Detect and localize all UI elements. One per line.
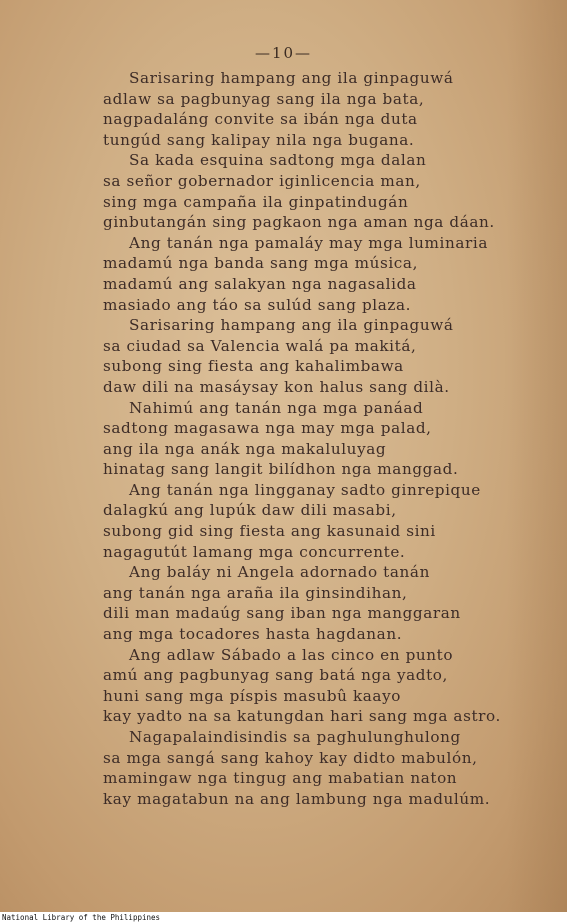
library-credit: National Library of the Philippines [0,912,567,923]
text-line: sa señor gobernador iginlicencia man, [103,171,421,190]
text-line: masiado ang táo sa sulúd sang plaza. [103,295,412,314]
text-line: amú ang pagbunyag sang batá nga yadto, [103,666,448,685]
poem-text [103,68,553,809]
page-number: —10— [254,44,313,62]
text-line: Sa kada esquina sadtong mga dalan [129,151,427,170]
text-line: tungúd sang kalipay nila nga bugana. [103,130,415,149]
text-line: kay yadto na sa katungdan hari sang mga astro. [103,707,501,726]
text-line: Ang baláy ni Angela adornado tanán [129,563,430,582]
text-line: Ang adlaw Sábado a las cinco en punto [129,645,454,664]
text-line: Sarisaring hampang ang ila ginpaguwá [129,69,454,87]
text-line: Nahimú ang tanán nga mga panáad [129,398,424,417]
text-line: madamú ang salakyan nga nagasalida [103,274,417,293]
text-line: Sarisaring hampang ang ila ginpaguwá [129,316,454,335]
text-line: ang ila nga anák nga makaluluyag [103,439,387,458]
text-line: kay magatabun na ang lambung nga madulúm. [103,789,491,808]
text-line: huni sang mga píspis masubû kaayo [103,686,401,705]
text-line: ginbutangán sing pagkaon nga aman nga dáan. [103,213,495,232]
text-line: sadtong magasawa nga may mga palad, [103,419,432,438]
text-line: subong gid sing fiesta ang kasunaid sini [103,522,436,541]
text-line: daw dili na masáysay kon halus sang dilà. [103,377,450,396]
text-line: nagpadaláng convite sa ibán nga duta [103,110,418,129]
text-line: subong sing fiesta ang kahalimbawa [103,357,404,376]
text-line: sa ciudad sa Valencia walá pa makitá, [103,336,417,355]
text-line: nagagutút lamang mga concurrente. [103,542,406,561]
text-line: ang mga tocadores hasta hagdanan. [103,625,403,644]
text-line: mamingaw nga tingug ang mabatian naton [103,769,458,788]
text-line: ang tanán nga araña ila ginsindihan, [103,583,408,602]
text-line: dili man madaúg sang iban nga manggaran [103,604,461,623]
text-line: adlaw sa pagbunyag sang ila nga bata, [103,89,425,108]
text-line: Ang tanán nga pamaláy may mga luminaria [129,233,489,252]
text-line: Nagapalaindisindis sa paghulunghulong [129,728,461,746]
text-line: madamú nga banda sang mga música, [103,254,418,273]
text-line: sing mga campaña ila ginpatindugán [103,192,409,211]
text-line: hinatag sang langit bilídhon nga manggad. [103,460,459,479]
text-line: dalagkú ang lupúk daw dili masabi, [103,501,397,520]
text-line: Ang tanán nga lingganay sadto ginrepique [129,480,481,499]
text-line: sa mga sangá sang kahoy kay didto mabulón, [103,748,478,767]
